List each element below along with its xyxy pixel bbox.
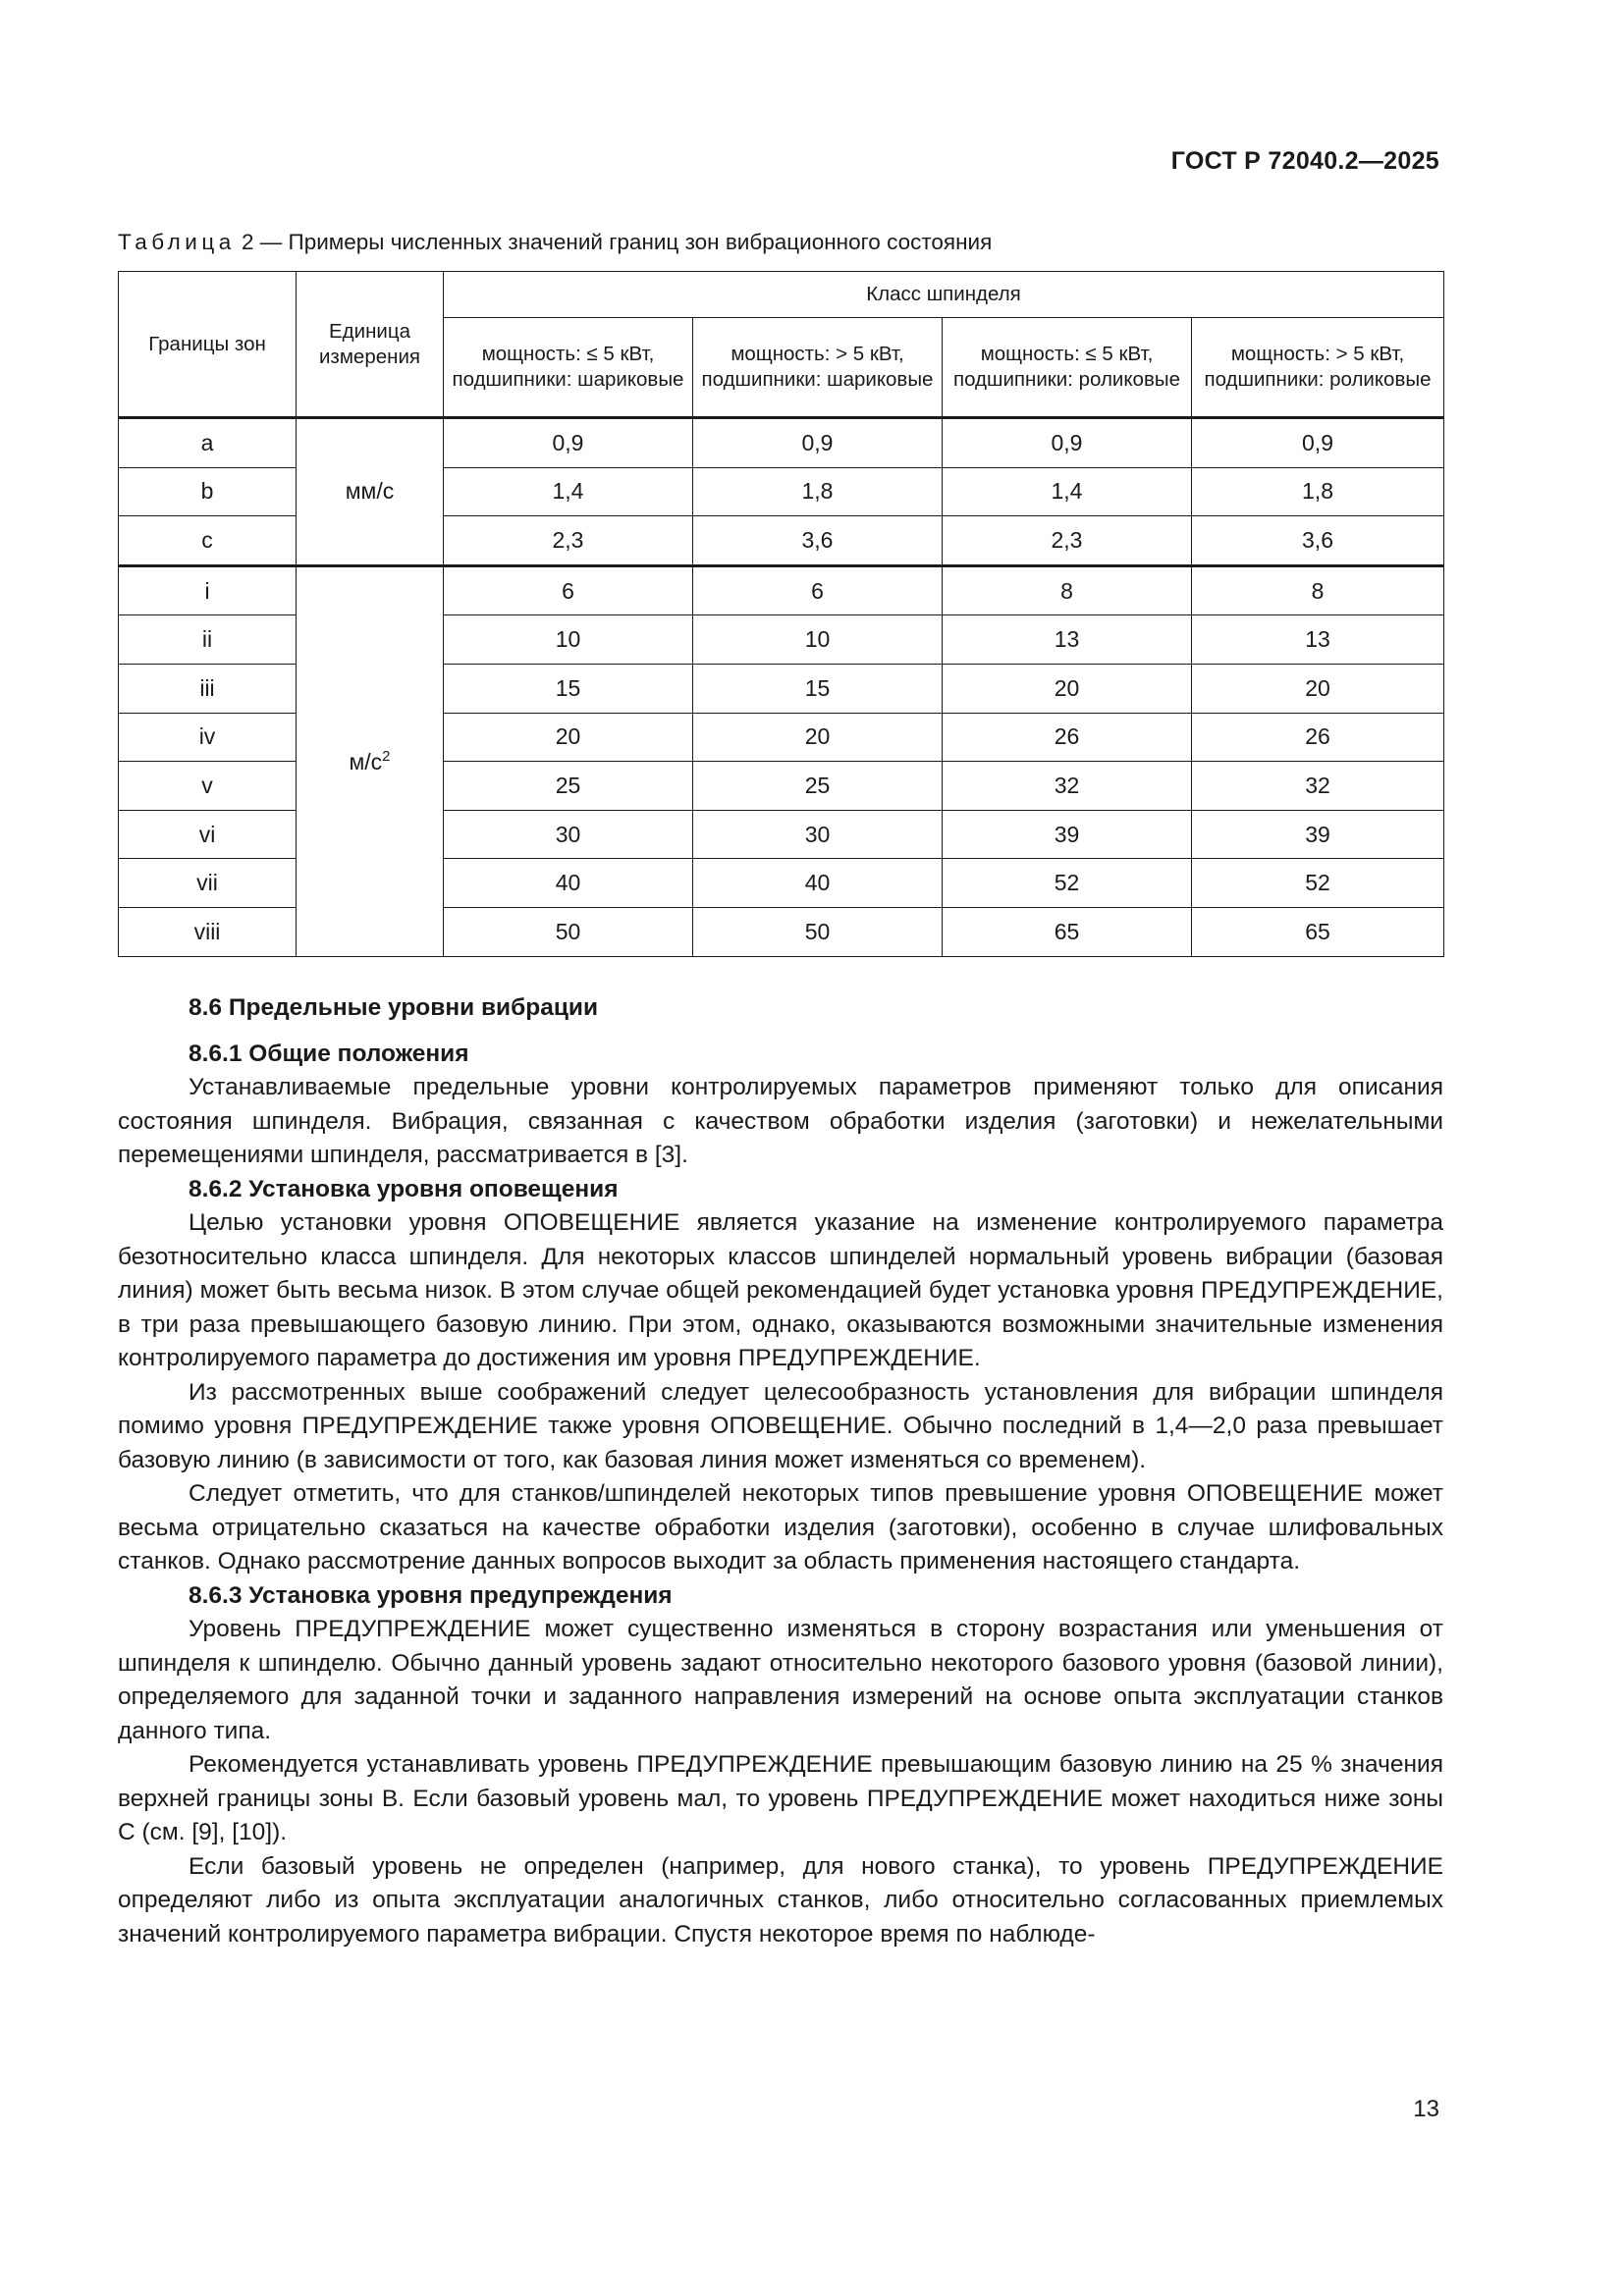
value-cell: 25 [693, 762, 943, 811]
value-cell: 0,9 [1192, 418, 1444, 468]
table-row [119, 565, 1444, 615]
value-cell: 20 [943, 664, 1192, 713]
paragraph-8-6-3-c: Если базовый уровень не определен (например, для нового станка), то уровень ПРЕДУПРЕЖДЕНИЕ определяют либо из опыта эксплуатации аналогичных станков, либо относительно согласованных приемлемых значений контролируемого параметра вибрации. Спустя некоторое время по наблюде- [118, 1852, 1443, 1948]
value-cell: 30 [444, 810, 693, 859]
value-cell: 26 [943, 713, 1192, 762]
zone-cell: vii [119, 859, 297, 908]
value-cell: 1,4 [444, 467, 693, 516]
value-cell: 3,6 [693, 516, 943, 566]
value-cell: 20 [693, 713, 943, 762]
value-cell: 0,9 [444, 418, 693, 468]
paragraph-8-6-2-b: Из рассмотренных выше соображений следует целесообразность установления для вибрации шпинделя помимо уровня ПРЕДУПРЕЖДЕНИЕ также уровня ОПОВЕЩЕНИЕ. Обычно последний в 1,4—2,0 раза превышает базовую линию (в зависимости от того, как базовая линия может изменяться со временем). [118, 1378, 1443, 1473]
heading-8-6: 8.6 Предельные уровни вибрации [189, 994, 599, 1021]
value-cell: 3,6 [1192, 516, 1444, 566]
value-cell: 2,3 [943, 516, 1192, 566]
value-cell: 32 [943, 762, 1192, 811]
zone-cell: iii [119, 664, 297, 713]
value-cell: 2,3 [444, 516, 693, 566]
table-caption-label: Таблица [118, 230, 236, 254]
value-cell: 13 [1192, 615, 1444, 665]
zone-cell: vi [119, 810, 297, 859]
value-cell: 30 [693, 810, 943, 859]
value-cell: 1,8 [1192, 467, 1444, 516]
value-cell: 0,9 [943, 418, 1192, 468]
header-zone-limits: Границы зон [119, 272, 297, 418]
value-cell: 50 [444, 907, 693, 956]
heading-8-6-2: 8.6.2 Установка уровня оповещения [189, 1175, 619, 1202]
header-class-3: мощность: ≤ 5 кВт, подшипники: роликовые [943, 318, 1192, 418]
zone-cell: b [119, 467, 297, 516]
zone-limits-table [118, 271, 1444, 957]
page-number: 13 [1413, 2096, 1439, 2122]
paragraph-8-6-1: Устанавливаемые предельные уровни контролируемых параметров применяют только для описания состояния шпинделя. Вибрация, связанная с качеством обработки изделия (заготовки) и нежелательными перемещениями шпинделя, рассматривается в [3]. [118, 1074, 1443, 1168]
paragraph-8-6-3-a: Уровень ПРЕДУПРЕЖДЕНИЕ может существенно изменяться в сторону возрастания или уменьшения от шпинделя к шпинделю. Обычно данный уровень задают относительно некоторого базового уровня (базовой линии), определяемого для заданной точки и заданного направления измерений на основе опыта эксплуатации станков данного типа. [118, 1616, 1443, 1744]
header-class-1: мощность: ≤ 5 кВт, подшипники: шариковые [444, 318, 693, 418]
header-spindle-class: Класс шпинделя [444, 272, 1444, 318]
value-cell: 20 [444, 713, 693, 762]
unit-cell-velocity: мм/с [297, 418, 444, 566]
value-cell: 10 [693, 615, 943, 665]
unit-accel-base: м/с [349, 748, 383, 774]
value-cell: 40 [444, 859, 693, 908]
value-cell: 1,4 [943, 467, 1192, 516]
value-cell: 6 [693, 565, 943, 615]
value-cell: 26 [1192, 713, 1444, 762]
value-cell: 52 [1192, 859, 1444, 908]
value-cell: 8 [943, 565, 1192, 615]
paragraph-8-6-2-a: Целью установки уровня ОПОВЕЩЕНИЕ является указание на изменение контролируемого параметра безотносительно класса шпинделя. Для некоторых классов шпинделей нормальный уровень вибрации (базовая линия) может быть весьма низок. В этом случае общей рекомендацией будет установка уровня ПРЕДУПРЕЖДЕНИЕ, в три раза превышающего базовую линию. При этом, однако, оказываются возможными значительные изменения контролируемого параметра до достижения им уровня ПРЕДУПРЕЖДЕНИЕ. [118, 1209, 1443, 1371]
paragraph-8-6-2-c: Следует отметить, что для станков/шпинделей некоторых типов превышение уровня ОПОВЕЩЕНИЕ может весьма отрицательно сказаться на качестве обработки изделия (заготовки), особенно в случае шлифовальных станков. Однако рассмотрение данных вопросов выходит за область применения настоящего стандарта. [118, 1480, 1443, 1575]
table-caption-text: 2 — Примеры численных значений границ зон вибрационного состояния [242, 230, 993, 254]
header-class-2: мощность: > 5 кВт, подшипники: шариковые [693, 318, 943, 418]
document-code: ГОСТ Р 72040.2—2025 [1170, 147, 1439, 175]
zone-cell: a [119, 418, 297, 468]
value-cell: 39 [943, 810, 1192, 859]
value-cell: 15 [693, 664, 943, 713]
value-cell: 32 [1192, 762, 1444, 811]
value-cell: 15 [444, 664, 693, 713]
table-row [119, 418, 1444, 468]
value-cell: 10 [444, 615, 693, 665]
heading-8-6-1: 8.6.1 Общие положения [189, 1040, 469, 1067]
value-cell: 13 [943, 615, 1192, 665]
unit-accel-exponent: 2 [382, 747, 391, 765]
value-cell: 0,9 [693, 418, 943, 468]
value-cell: 8 [1192, 565, 1444, 615]
header-class-4: мощность: > 5 кВт, подшипники: роликовые [1192, 318, 1444, 418]
value-cell: 50 [693, 907, 943, 956]
value-cell: 40 [693, 859, 943, 908]
header-unit: Единица измерения [297, 272, 444, 418]
value-cell: 6 [444, 565, 693, 615]
zone-cell: iv [119, 713, 297, 762]
value-cell: 65 [943, 907, 1192, 956]
value-cell: 39 [1192, 810, 1444, 859]
zone-cell: c [119, 516, 297, 566]
zone-cell: ii [119, 615, 297, 665]
value-cell: 1,8 [693, 467, 943, 516]
zone-cell: viii [119, 907, 297, 956]
value-cell: 25 [444, 762, 693, 811]
section-8-6 [118, 991, 1443, 1951]
zone-cell: i [119, 565, 297, 615]
heading-8-6-3: 8.6.3 Установка уровня предупреждения [189, 1581, 673, 1609]
unit-cell-acceleration [297, 565, 444, 956]
value-cell: 52 [943, 859, 1192, 908]
zone-cell: v [119, 762, 297, 811]
table-caption [118, 230, 992, 255]
value-cell: 20 [1192, 664, 1444, 713]
value-cell: 65 [1192, 907, 1444, 956]
paragraph-8-6-3-b: Рекомендуется устанавливать уровень ПРЕДУПРЕЖДЕНИЕ превышающим базовую линию на 25 % значения верхней границы зоны В. Если базовый уровень мал, то уровень ПРЕДУПРЕЖДЕНИЕ может находиться ниже зоны С (см. [9], [10]). [118, 1751, 1443, 1845]
